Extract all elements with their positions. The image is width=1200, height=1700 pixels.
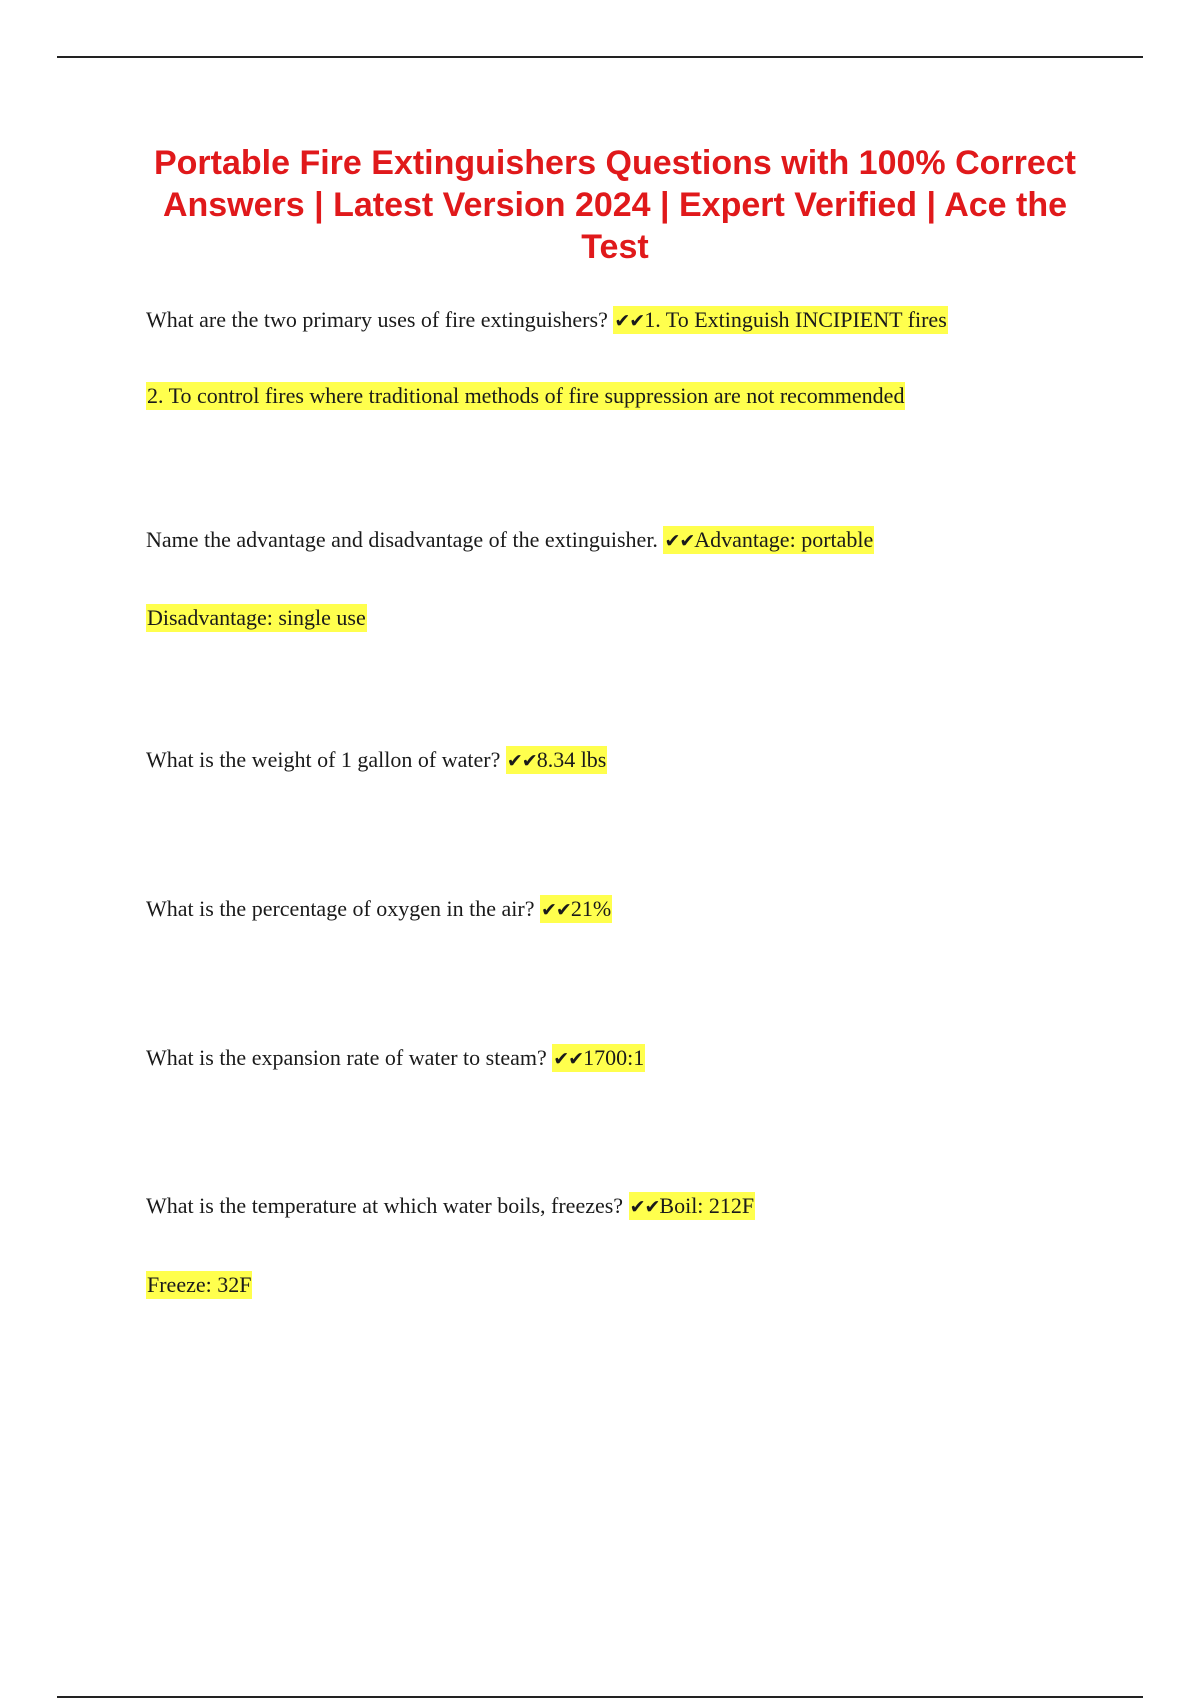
qa-2-answer-line-2: Disadvantage: single use xyxy=(147,605,366,630)
qa-4-question: What is the percentage of oxygen in the air? xyxy=(146,896,535,921)
qa-2-answer-continuation xyxy=(146,603,367,633)
qa-6-answer-line-1: Boil: 212F xyxy=(659,1193,755,1218)
bottom-rule xyxy=(57,1696,1143,1698)
qa-6-answer-highlight xyxy=(629,1192,756,1220)
double-check-icon: ✔✔ xyxy=(541,899,571,921)
qa-1-answer-continuation xyxy=(146,381,905,411)
qa-3-question-line xyxy=(146,745,607,776)
double-check-icon: ✔✔ xyxy=(629,1196,660,1218)
double-check-icon: ✔✔ xyxy=(506,750,537,772)
qa-1-question-line xyxy=(146,305,948,336)
qa-4-answer-highlight xyxy=(540,895,612,923)
qa-1-question: What are the two primary uses of fire extinguishers? xyxy=(146,307,608,332)
qa-1-answer-line-1: 1. To Extinguish INCIPIENT fires xyxy=(644,307,947,332)
qa-4-question-line xyxy=(146,894,612,925)
qa-5-question-line xyxy=(146,1043,645,1074)
qa-6-question: What is the temperature at which water boils, freezes? xyxy=(146,1193,624,1218)
qa-3-question: What is the weight of 1 gallon of water? xyxy=(146,747,501,772)
double-check-icon: ✔✔ xyxy=(553,1048,584,1070)
qa-3-answer-highlight xyxy=(506,746,608,774)
qa-6-answer-continuation xyxy=(146,1270,252,1300)
qa-5-answer-highlight xyxy=(552,1044,645,1072)
qa-4-answer-line-1: 21% xyxy=(570,896,612,921)
qa-1-answer-line-2: 2. To control fires where traditional methods of fire suppression are not recommended xyxy=(147,383,905,408)
qa-3-answer-line-1: 8.34 lbs xyxy=(536,747,607,772)
qa-6-question-line xyxy=(146,1191,755,1222)
qa-2-answer-line-1: Advantage: portable xyxy=(694,527,874,552)
qa-5-answer-line-1: 1700:1 xyxy=(583,1045,645,1070)
qa-5-question: What is the expansion rate of water to steam? xyxy=(146,1045,547,1070)
document-title: Portable Fire Extinguishers Questions with 100% Correct Answers | Latest Version 2024 | Expert Verified | Ace the Test xyxy=(153,144,1077,266)
qa-2-question-line xyxy=(146,525,874,556)
double-check-icon: ✔✔ xyxy=(614,310,645,332)
qa-1-answer-highlight xyxy=(613,306,947,334)
double-check-icon: ✔✔ xyxy=(664,530,695,552)
qa-2-question: Name the advantage and disadvantage of the extinguisher. xyxy=(146,527,658,552)
qa-6-answer-line-2: Freeze: 32F xyxy=(147,1272,252,1297)
qa-2-answer-highlight xyxy=(663,526,874,554)
top-rule xyxy=(57,56,1143,58)
